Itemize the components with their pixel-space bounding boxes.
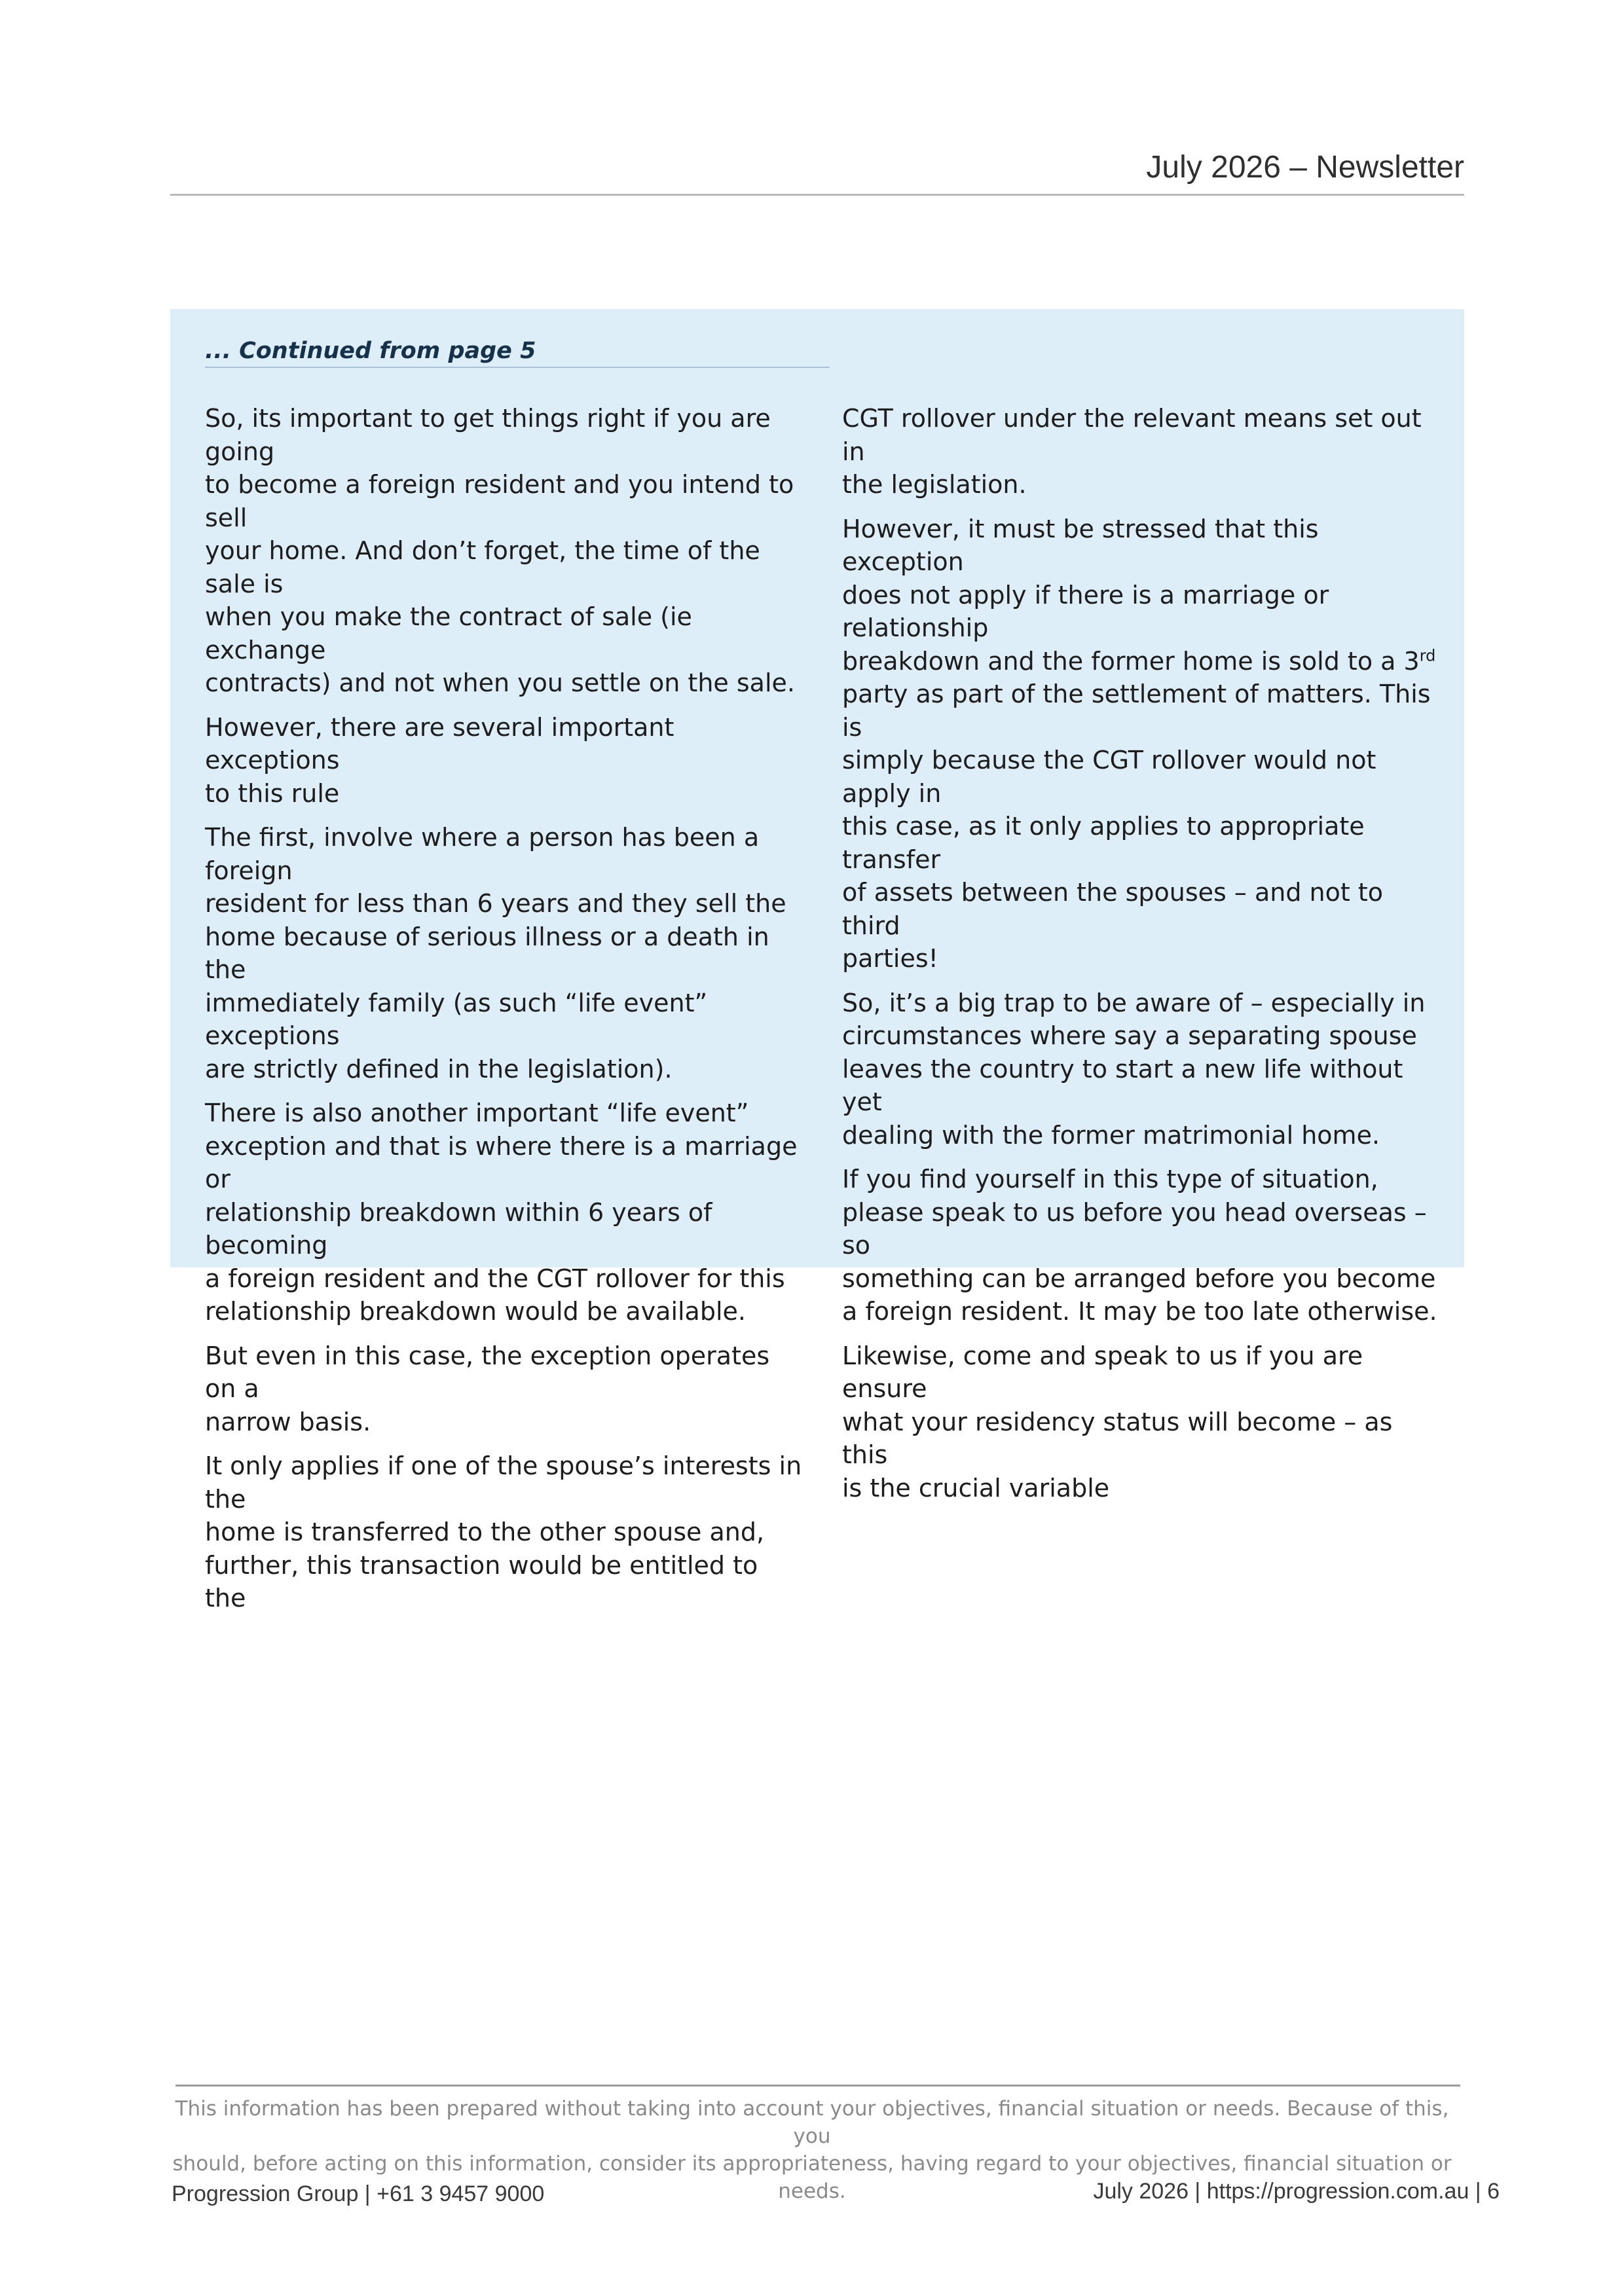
footer-contact: Progression Group | +61 3 9457 9000 [172,2181,545,2206]
footer-page-info: July 2026 | https://progression.com.au | 6 [1093,2179,1500,2204]
paragraph-text: However, it must be stressed that this exception does not apply if there is a marriage or relationship breakdown and the former home is sold to a 3 [842,514,1420,676]
disclaimer-text: This information has been prepared without taking into account your objectives, financial situation or needs. Because of this, you should, before acting on this information, consider its appropriateness, having regard to your objectives, financial situation or needs. [172,2097,1452,2203]
paragraph: There is also another important “life event” exception and that is where there is a marriage or relationship breakdown within 6 years of becoming a foreign resident and the CGT rollover for this relationship breakdown would be available. [205,1099,798,1326]
paragraph: But even in this case, the exception operates on a narrow basis. [205,1341,770,1436]
continued-from-label: ... Continued from page 5 [205,338,830,368]
paragraph-text: party as part of the settlement of matters. This is simply because the CGT rollover would not apply in this case, as it only applies to appropriate transfer of assets between the spouses – and not to third parties! [842,680,1431,973]
footer-divider [175,2085,1460,2086]
paragraph: So, its important to get things right if you are going to become a foreign resident and you intend to sell your home. And don’t forget, the time of the sale is when you make the contract of sale (ie exchange contracts) and not when you settle on the sale. [205,404,795,697]
newsletter-header-title: July 2026 – Newsletter [1146,150,1464,185]
header-divider [170,194,1464,196]
paragraph: CGT rollover under the relevant means set out in the legislation. [842,404,1422,499]
paragraph: The first, involve where a person has been a foreign resident for less than 6 years and they sell the home because of serious illness or a death in the immediately family (as such “life event” exceptions are strictly defined in the legislation). [205,823,786,1084]
paragraph: So, it’s a big trap to be aware of – especially in circumstances where say a separating spouse leaves the country to start a new life without yet dealing with the former matrimonial home. [842,988,1426,1150]
paragraph: If you find yourself in this type of situation, please speak to us before you head overseas – so something can be arranged before you become a foreign resident. It may be too late otherwise. [842,1165,1437,1326]
paragraph: It only applies if one of the spouse’s interests in the home is transferred to the other spouse and, further, this transaction would be entitled to the [205,1451,802,1613]
article-right-column [842,402,1445,1516]
paragraph: Likewise, come and speak to us if you are ensure what your residency status will become – as this is the crucial variable [842,1341,1393,1503]
paragraph-with-superscript [842,513,1445,975]
ordinal-superscript: rd [1419,646,1436,665]
article-left-column [205,402,804,1626]
paragraph: However, there are several important exceptions to this rule [205,712,674,808]
